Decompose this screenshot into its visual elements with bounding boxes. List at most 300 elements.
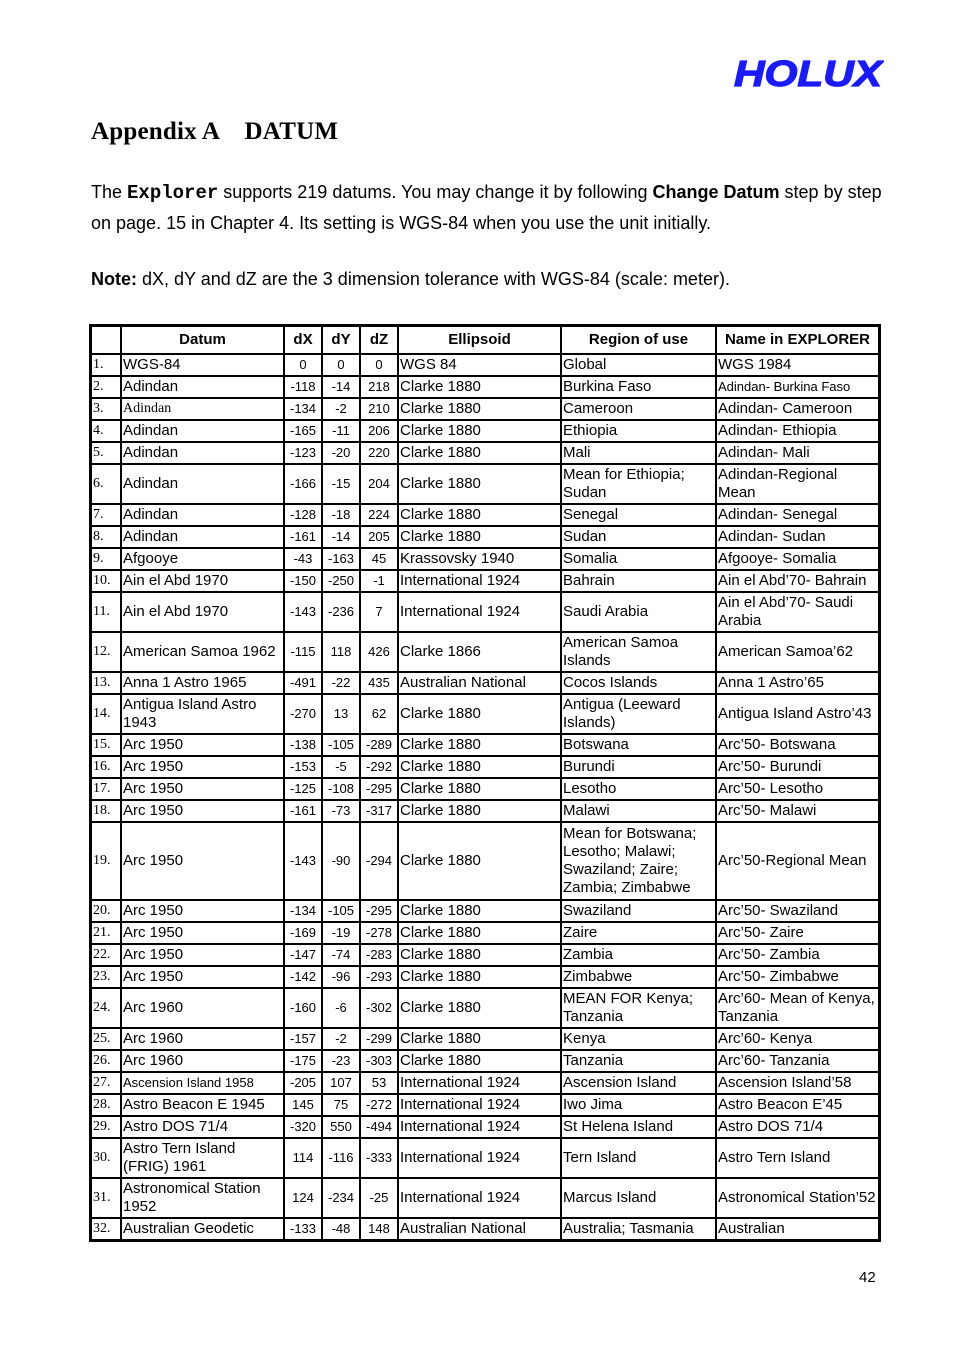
cell-name-in-explorer: Adindan-Regional Mean xyxy=(716,464,879,504)
row-index: 13. xyxy=(91,672,121,694)
cell-dx: -150 xyxy=(284,570,322,592)
cell-dx: -161 xyxy=(284,526,322,548)
cell-region: Botswana xyxy=(561,734,716,756)
table-row xyxy=(91,756,879,778)
cell-datum: Adindan xyxy=(121,398,284,420)
cell-dz: 0 xyxy=(360,354,398,376)
table-row xyxy=(91,1094,879,1116)
cell-datum: Adindan xyxy=(121,376,284,398)
cell-datum: Arc 1960 xyxy=(121,1028,284,1050)
table-row xyxy=(91,734,879,756)
row-index: 24. xyxy=(91,988,121,1028)
cell-datum: Astro DOS 71/4 xyxy=(121,1116,284,1138)
row-index: 25. xyxy=(91,1028,121,1050)
cell-dx: 0 xyxy=(284,354,322,376)
cell-dy: -19 xyxy=(322,922,360,944)
cell-dz: -294 xyxy=(360,822,398,900)
table-row xyxy=(91,1116,879,1138)
cell-dz: 218 xyxy=(360,376,398,398)
cell-dy: -236 xyxy=(322,592,360,632)
row-index: 32. xyxy=(91,1218,121,1240)
row-index: 27. xyxy=(91,1072,121,1094)
cell-dx: -143 xyxy=(284,822,322,900)
cell-region: Antigua (Leeward Islands) xyxy=(561,694,716,734)
cell-name-in-explorer: Adindan- Sudan xyxy=(716,526,879,548)
cell-dy: -96 xyxy=(322,966,360,988)
cell-datum: Arc 1960 xyxy=(121,988,284,1028)
cell-region: Lesotho xyxy=(561,778,716,800)
cell-name-in-explorer: Astro Beacon E’45 xyxy=(716,1094,879,1116)
intro-text-3: step by step on page. 15 in Chapter 4. Its setting is WGS-84 when you use the unit initially. xyxy=(91,182,882,233)
cell-dx: -169 xyxy=(284,922,322,944)
table-row xyxy=(91,592,879,632)
cell-dz: -278 xyxy=(360,922,398,944)
table-row xyxy=(91,570,879,592)
cell-datum: Ascension Island 1958 xyxy=(121,1072,284,1094)
cell-dz: -302 xyxy=(360,988,398,1028)
cell-dy: -105 xyxy=(322,900,360,922)
row-index: 19. xyxy=(91,822,121,900)
cell-dx: -153 xyxy=(284,756,322,778)
row-index: 5. xyxy=(91,442,121,464)
cell-dy: -15 xyxy=(322,464,360,504)
table-row xyxy=(91,900,879,922)
cell-ellipsoid: WGS 84 xyxy=(398,354,561,376)
row-index: 4. xyxy=(91,420,121,442)
intro-paragraph xyxy=(91,177,891,238)
cell-region: Saudi Arabia xyxy=(561,592,716,632)
cell-dz: 45 xyxy=(360,548,398,570)
table-row xyxy=(91,966,879,988)
cell-name-in-explorer: Australian xyxy=(716,1218,879,1240)
cell-ellipsoid: Clarke 1880 xyxy=(398,420,561,442)
note-paragraph xyxy=(91,265,730,293)
row-index: 23. xyxy=(91,966,121,988)
row-index: 16. xyxy=(91,756,121,778)
cell-dx: -123 xyxy=(284,442,322,464)
row-index: 11. xyxy=(91,592,121,632)
cell-dy: -234 xyxy=(322,1178,360,1218)
header-index xyxy=(91,326,121,354)
cell-dy: -22 xyxy=(322,672,360,694)
table-row xyxy=(91,822,879,900)
cell-dy: -6 xyxy=(322,988,360,1028)
table-row xyxy=(91,376,879,398)
header-dy: dY xyxy=(322,326,360,354)
cell-region: MEAN FOR Kenya; Tanzania xyxy=(561,988,716,1028)
cell-dz: 205 xyxy=(360,526,398,548)
table-body xyxy=(91,354,879,1240)
row-index: 17. xyxy=(91,778,121,800)
cell-dz: -303 xyxy=(360,1050,398,1072)
table-row xyxy=(91,464,879,504)
cell-name-in-explorer: Arc’60- Tanzania xyxy=(716,1050,879,1072)
row-index: 6. xyxy=(91,464,121,504)
cell-ellipsoid: Clarke 1880 xyxy=(398,822,561,900)
cell-ellipsoid: Clarke 1866 xyxy=(398,632,561,672)
table-row xyxy=(91,800,879,822)
cell-dz: -293 xyxy=(360,966,398,988)
table-row xyxy=(91,778,879,800)
cell-ellipsoid: International 1924 xyxy=(398,1138,561,1178)
cell-dx: -270 xyxy=(284,694,322,734)
cell-name-in-explorer: Adindan- Senegal xyxy=(716,504,879,526)
cell-name-in-explorer: Arc’50- Lesotho xyxy=(716,778,879,800)
cell-dy: 107 xyxy=(322,1072,360,1094)
cell-datum: Antigua Island Astro 1943 xyxy=(121,694,284,734)
cell-name-in-explorer: Astro Tern Island xyxy=(716,1138,879,1178)
cell-dx: -147 xyxy=(284,944,322,966)
cell-dz: 148 xyxy=(360,1218,398,1240)
cell-dx: -166 xyxy=(284,464,322,504)
cell-region: Marcus Island xyxy=(561,1178,716,1218)
table-row xyxy=(91,1028,879,1050)
logo-text: HOLUX xyxy=(734,53,884,94)
table-row xyxy=(91,632,879,672)
cell-name-in-explorer: Astronomical Station’52 xyxy=(716,1178,879,1218)
cell-dz: -317 xyxy=(360,800,398,822)
cell-dx: -133 xyxy=(284,1218,322,1240)
cell-region: Australia; Tasmania xyxy=(561,1218,716,1240)
cell-datum: WGS-84 xyxy=(121,354,284,376)
cell-region: Ethiopia xyxy=(561,420,716,442)
cell-dy: -250 xyxy=(322,570,360,592)
cell-ellipsoid: Clarke 1880 xyxy=(398,734,561,756)
cell-dy: -14 xyxy=(322,376,360,398)
cell-dy: -5 xyxy=(322,756,360,778)
cell-dz: -295 xyxy=(360,778,398,800)
cell-datum: Arc 1950 xyxy=(121,966,284,988)
cell-region: Tern Island xyxy=(561,1138,716,1178)
cell-dz: 7 xyxy=(360,592,398,632)
cell-dy: -116 xyxy=(322,1138,360,1178)
cell-dy: -90 xyxy=(322,822,360,900)
table-row xyxy=(91,1178,879,1218)
cell-region: Iwo Jima xyxy=(561,1094,716,1116)
cell-datum: Ain el Abd 1970 xyxy=(121,592,284,632)
row-index: 3. xyxy=(91,398,121,420)
cell-dx: -205 xyxy=(284,1072,322,1094)
cell-ellipsoid: Clarke 1880 xyxy=(398,442,561,464)
cell-ellipsoid: International 1924 xyxy=(398,1094,561,1116)
cell-ellipsoid: Clarke 1880 xyxy=(398,398,561,420)
cell-ellipsoid: Australian National xyxy=(398,672,561,694)
row-index: 12. xyxy=(91,632,121,672)
cell-dy: 550 xyxy=(322,1116,360,1138)
header-dz: dZ xyxy=(360,326,398,354)
cell-name-in-explorer: Astro DOS 71/4 xyxy=(716,1116,879,1138)
cell-datum: Astro Tern Island (FRIG) 1961 xyxy=(121,1138,284,1178)
cell-name-in-explorer: Ain el Abd’70- Saudi Arabia xyxy=(716,592,879,632)
cell-ellipsoid: Clarke 1880 xyxy=(398,694,561,734)
cell-ellipsoid: Clarke 1880 xyxy=(398,1028,561,1050)
cell-name-in-explorer: Arc’50- Burundi xyxy=(716,756,879,778)
cell-region: Swaziland xyxy=(561,900,716,922)
cell-dz: -494 xyxy=(360,1116,398,1138)
cell-datum: Arc 1950 xyxy=(121,800,284,822)
cell-ellipsoid: International 1924 xyxy=(398,1178,561,1218)
row-index: 18. xyxy=(91,800,121,822)
cell-datum: Adindan xyxy=(121,526,284,548)
cell-dz: 206 xyxy=(360,420,398,442)
cell-dy: -163 xyxy=(322,548,360,570)
cell-dy: -14 xyxy=(322,526,360,548)
cell-dz: -289 xyxy=(360,734,398,756)
cell-datum: American Samoa 1962 xyxy=(121,632,284,672)
table-row xyxy=(91,398,879,420)
cell-dx: -491 xyxy=(284,672,322,694)
page-number: 42 xyxy=(859,1269,876,1286)
cell-name-in-explorer: Anna 1 Astro’65 xyxy=(716,672,879,694)
header-region: Region of use xyxy=(561,326,716,354)
cell-region: Cameroon xyxy=(561,398,716,420)
cell-dx: -165 xyxy=(284,420,322,442)
cell-name-in-explorer: Arc’50- Zambia xyxy=(716,944,879,966)
cell-datum: Arc 1950 xyxy=(121,922,284,944)
cell-ellipsoid: International 1924 xyxy=(398,570,561,592)
cell-datum: Adindan xyxy=(121,504,284,526)
cell-name-in-explorer: Adindan- Mali xyxy=(716,442,879,464)
cell-dx: -142 xyxy=(284,966,322,988)
row-index: 31. xyxy=(91,1178,121,1218)
datum-table xyxy=(89,324,881,1242)
cell-name-in-explorer: Arc’60- Kenya xyxy=(716,1028,879,1050)
cell-dy: -73 xyxy=(322,800,360,822)
cell-dx: -143 xyxy=(284,592,322,632)
table-row xyxy=(91,672,879,694)
cell-dz: -333 xyxy=(360,1138,398,1178)
cell-dy: 13 xyxy=(322,694,360,734)
cell-name-in-explorer: Arc’50- Swaziland xyxy=(716,900,879,922)
row-index: 26. xyxy=(91,1050,121,1072)
cell-dz: 426 xyxy=(360,632,398,672)
cell-dx: -125 xyxy=(284,778,322,800)
cell-name-in-explorer: Antigua Island Astro’43 xyxy=(716,694,879,734)
row-index: 21. xyxy=(91,922,121,944)
cell-name-in-explorer: Ascension Island’58 xyxy=(716,1072,879,1094)
cell-datum: Australian Geodetic xyxy=(121,1218,284,1240)
table-row xyxy=(91,1072,879,1094)
cell-dy: -48 xyxy=(322,1218,360,1240)
cell-region: Bahrain xyxy=(561,570,716,592)
cell-name-in-explorer: Ain el Abd’70- Bahrain xyxy=(716,570,879,592)
datum-table-wrapper xyxy=(89,324,881,1242)
cell-datum: Arc 1950 xyxy=(121,900,284,922)
intro-text-1: The xyxy=(91,182,128,202)
holux-logo xyxy=(732,52,884,96)
row-index: 1. xyxy=(91,354,121,376)
cell-dz: -1 xyxy=(360,570,398,592)
cell-datum: Astronomical Station 1952 xyxy=(121,1178,284,1218)
cell-region: Mean for Ethiopia; Sudan xyxy=(561,464,716,504)
cell-name-in-explorer: Adindan- Burkina Faso xyxy=(716,376,879,398)
table-row xyxy=(91,1138,879,1178)
cell-ellipsoid: Australian National xyxy=(398,1218,561,1240)
cell-region: Burundi xyxy=(561,756,716,778)
cell-region: Mali xyxy=(561,442,716,464)
product-name: Explorer xyxy=(127,182,219,204)
cell-ellipsoid: Clarke 1880 xyxy=(398,1050,561,1072)
cell-dx: -118 xyxy=(284,376,322,398)
cell-dy: -20 xyxy=(322,442,360,464)
cell-dz: 210 xyxy=(360,398,398,420)
note-label: Note: xyxy=(91,269,137,289)
cell-name-in-explorer: American Samoa’62 xyxy=(716,632,879,672)
cell-dz: -25 xyxy=(360,1178,398,1218)
cell-ellipsoid: Clarke 1880 xyxy=(398,376,561,398)
cell-dz: 220 xyxy=(360,442,398,464)
row-index: 8. xyxy=(91,526,121,548)
cell-name-in-explorer: Arc’50-Regional Mean xyxy=(716,822,879,900)
cell-region: Zaire xyxy=(561,922,716,944)
row-index: 2. xyxy=(91,376,121,398)
cell-dy: -23 xyxy=(322,1050,360,1072)
cell-name-in-explorer: Arc’60- Mean of Kenya, Tanzania xyxy=(716,988,879,1028)
change-datum-ref: Change Datum xyxy=(652,182,780,202)
cell-name-in-explorer: Arc’50- Malawi xyxy=(716,800,879,822)
row-index: 7. xyxy=(91,504,121,526)
cell-region: Zambia xyxy=(561,944,716,966)
table-row xyxy=(91,922,879,944)
row-index: 29. xyxy=(91,1116,121,1138)
cell-datum: Arc 1950 xyxy=(121,778,284,800)
row-index: 22. xyxy=(91,944,121,966)
cell-name-in-explorer: Arc’50- Zimbabwe xyxy=(716,966,879,988)
cell-region: St Helena Island xyxy=(561,1116,716,1138)
note-text: dX, dY and dZ are the 3 dimension tolerance with WGS-84 (scale: meter). xyxy=(137,269,730,289)
cell-ellipsoid: International 1924 xyxy=(398,1116,561,1138)
cell-datum: Astro Beacon E 1945 xyxy=(121,1094,284,1116)
cell-ellipsoid: Clarke 1880 xyxy=(398,756,561,778)
cell-region: Burkina Faso xyxy=(561,376,716,398)
cell-region: Kenya xyxy=(561,1028,716,1050)
cell-dy: -11 xyxy=(322,420,360,442)
header-name-in-explorer: Name in EXPLORER xyxy=(716,326,879,354)
cell-ellipsoid: Clarke 1880 xyxy=(398,526,561,548)
cell-region: Senegal xyxy=(561,504,716,526)
cell-ellipsoid: Clarke 1880 xyxy=(398,966,561,988)
row-index: 30. xyxy=(91,1138,121,1178)
cell-dx: -157 xyxy=(284,1028,322,1050)
table-row xyxy=(91,1050,879,1072)
cell-dz: 224 xyxy=(360,504,398,526)
cell-datum: Arc 1950 xyxy=(121,734,284,756)
cell-region: Cocos Islands xyxy=(561,672,716,694)
cell-region: Tanzania xyxy=(561,1050,716,1072)
cell-dx: 124 xyxy=(284,1178,322,1218)
cell-dz: -299 xyxy=(360,1028,398,1050)
cell-ellipsoid: Clarke 1880 xyxy=(398,900,561,922)
cell-dx: -160 xyxy=(284,988,322,1028)
table-row xyxy=(91,694,879,734)
cell-name-in-explorer: Arc’50- Zaire xyxy=(716,922,879,944)
cell-ellipsoid: Clarke 1880 xyxy=(398,504,561,526)
cell-dz: -272 xyxy=(360,1094,398,1116)
cell-region: Somalia xyxy=(561,548,716,570)
cell-datum: Arc 1950 xyxy=(121,944,284,966)
cell-datum: Arc 1950 xyxy=(121,822,284,900)
cell-dz: -292 xyxy=(360,756,398,778)
table-row xyxy=(91,354,879,376)
table-row xyxy=(91,1218,879,1240)
cell-dy: -105 xyxy=(322,734,360,756)
cell-name-in-explorer: Afgooye- Somalia xyxy=(716,548,879,570)
cell-dx: 145 xyxy=(284,1094,322,1116)
cell-region: Ascension Island xyxy=(561,1072,716,1094)
cell-datum: Adindan xyxy=(121,442,284,464)
table-row xyxy=(91,548,879,570)
table-row xyxy=(91,442,879,464)
cell-dy: -74 xyxy=(322,944,360,966)
cell-ellipsoid: International 1924 xyxy=(398,1072,561,1094)
cell-dx: 114 xyxy=(284,1138,322,1178)
header-dx: dX xyxy=(284,326,322,354)
row-index: 20. xyxy=(91,900,121,922)
cell-ellipsoid: International 1924 xyxy=(398,592,561,632)
cell-dx: -161 xyxy=(284,800,322,822)
cell-name-in-explorer: Adindan- Ethiopia xyxy=(716,420,879,442)
page-title: Appendix A DATUM xyxy=(91,118,339,145)
cell-dz: 62 xyxy=(360,694,398,734)
cell-dx: -128 xyxy=(284,504,322,526)
row-index: 14. xyxy=(91,694,121,734)
cell-dx: -115 xyxy=(284,632,322,672)
cell-dy: -18 xyxy=(322,504,360,526)
cell-region: American Samoa Islands xyxy=(561,632,716,672)
cell-dx: -134 xyxy=(284,398,322,420)
cell-dy: -2 xyxy=(322,1028,360,1050)
cell-region: Zimbabwe xyxy=(561,966,716,988)
cell-ellipsoid: Clarke 1880 xyxy=(398,464,561,504)
row-index: 15. xyxy=(91,734,121,756)
cell-datum: Arc 1960 xyxy=(121,1050,284,1072)
table-row xyxy=(91,526,879,548)
row-index: 9. xyxy=(91,548,121,570)
cell-name-in-explorer: Adindan- Cameroon xyxy=(716,398,879,420)
cell-dx: -320 xyxy=(284,1116,322,1138)
cell-ellipsoid: Clarke 1880 xyxy=(398,922,561,944)
table-row xyxy=(91,420,879,442)
cell-dy: -108 xyxy=(322,778,360,800)
cell-ellipsoid: Clarke 1880 xyxy=(398,778,561,800)
row-index: 10. xyxy=(91,570,121,592)
cell-dy: 75 xyxy=(322,1094,360,1116)
cell-region: Global xyxy=(561,354,716,376)
table-header-row xyxy=(91,326,879,354)
cell-datum: Adindan xyxy=(121,420,284,442)
cell-dy: 118 xyxy=(322,632,360,672)
cell-dz: 53 xyxy=(360,1072,398,1094)
cell-name-in-explorer: WGS 1984 xyxy=(716,354,879,376)
cell-name-in-explorer: Arc’50- Botswana xyxy=(716,734,879,756)
cell-dz: 435 xyxy=(360,672,398,694)
cell-datum: Afgooye xyxy=(121,548,284,570)
cell-dy: 0 xyxy=(322,354,360,376)
cell-dy: -2 xyxy=(322,398,360,420)
cell-region: Mean for Botswana; Lesotho; Malawi; Swaziland; Zaire; Zambia; Zimbabwe xyxy=(561,822,716,900)
cell-dx: -43 xyxy=(284,548,322,570)
cell-datum: Ain el Abd 1970 xyxy=(121,570,284,592)
header-ellipsoid: Ellipsoid xyxy=(398,326,561,354)
table-row xyxy=(91,944,879,966)
cell-ellipsoid: Clarke 1880 xyxy=(398,944,561,966)
table-row xyxy=(91,504,879,526)
cell-ellipsoid: Clarke 1880 xyxy=(398,988,561,1028)
cell-dz: -283 xyxy=(360,944,398,966)
cell-dx: -134 xyxy=(284,900,322,922)
cell-ellipsoid: Krassovsky 1940 xyxy=(398,548,561,570)
cell-dz: 204 xyxy=(360,464,398,504)
